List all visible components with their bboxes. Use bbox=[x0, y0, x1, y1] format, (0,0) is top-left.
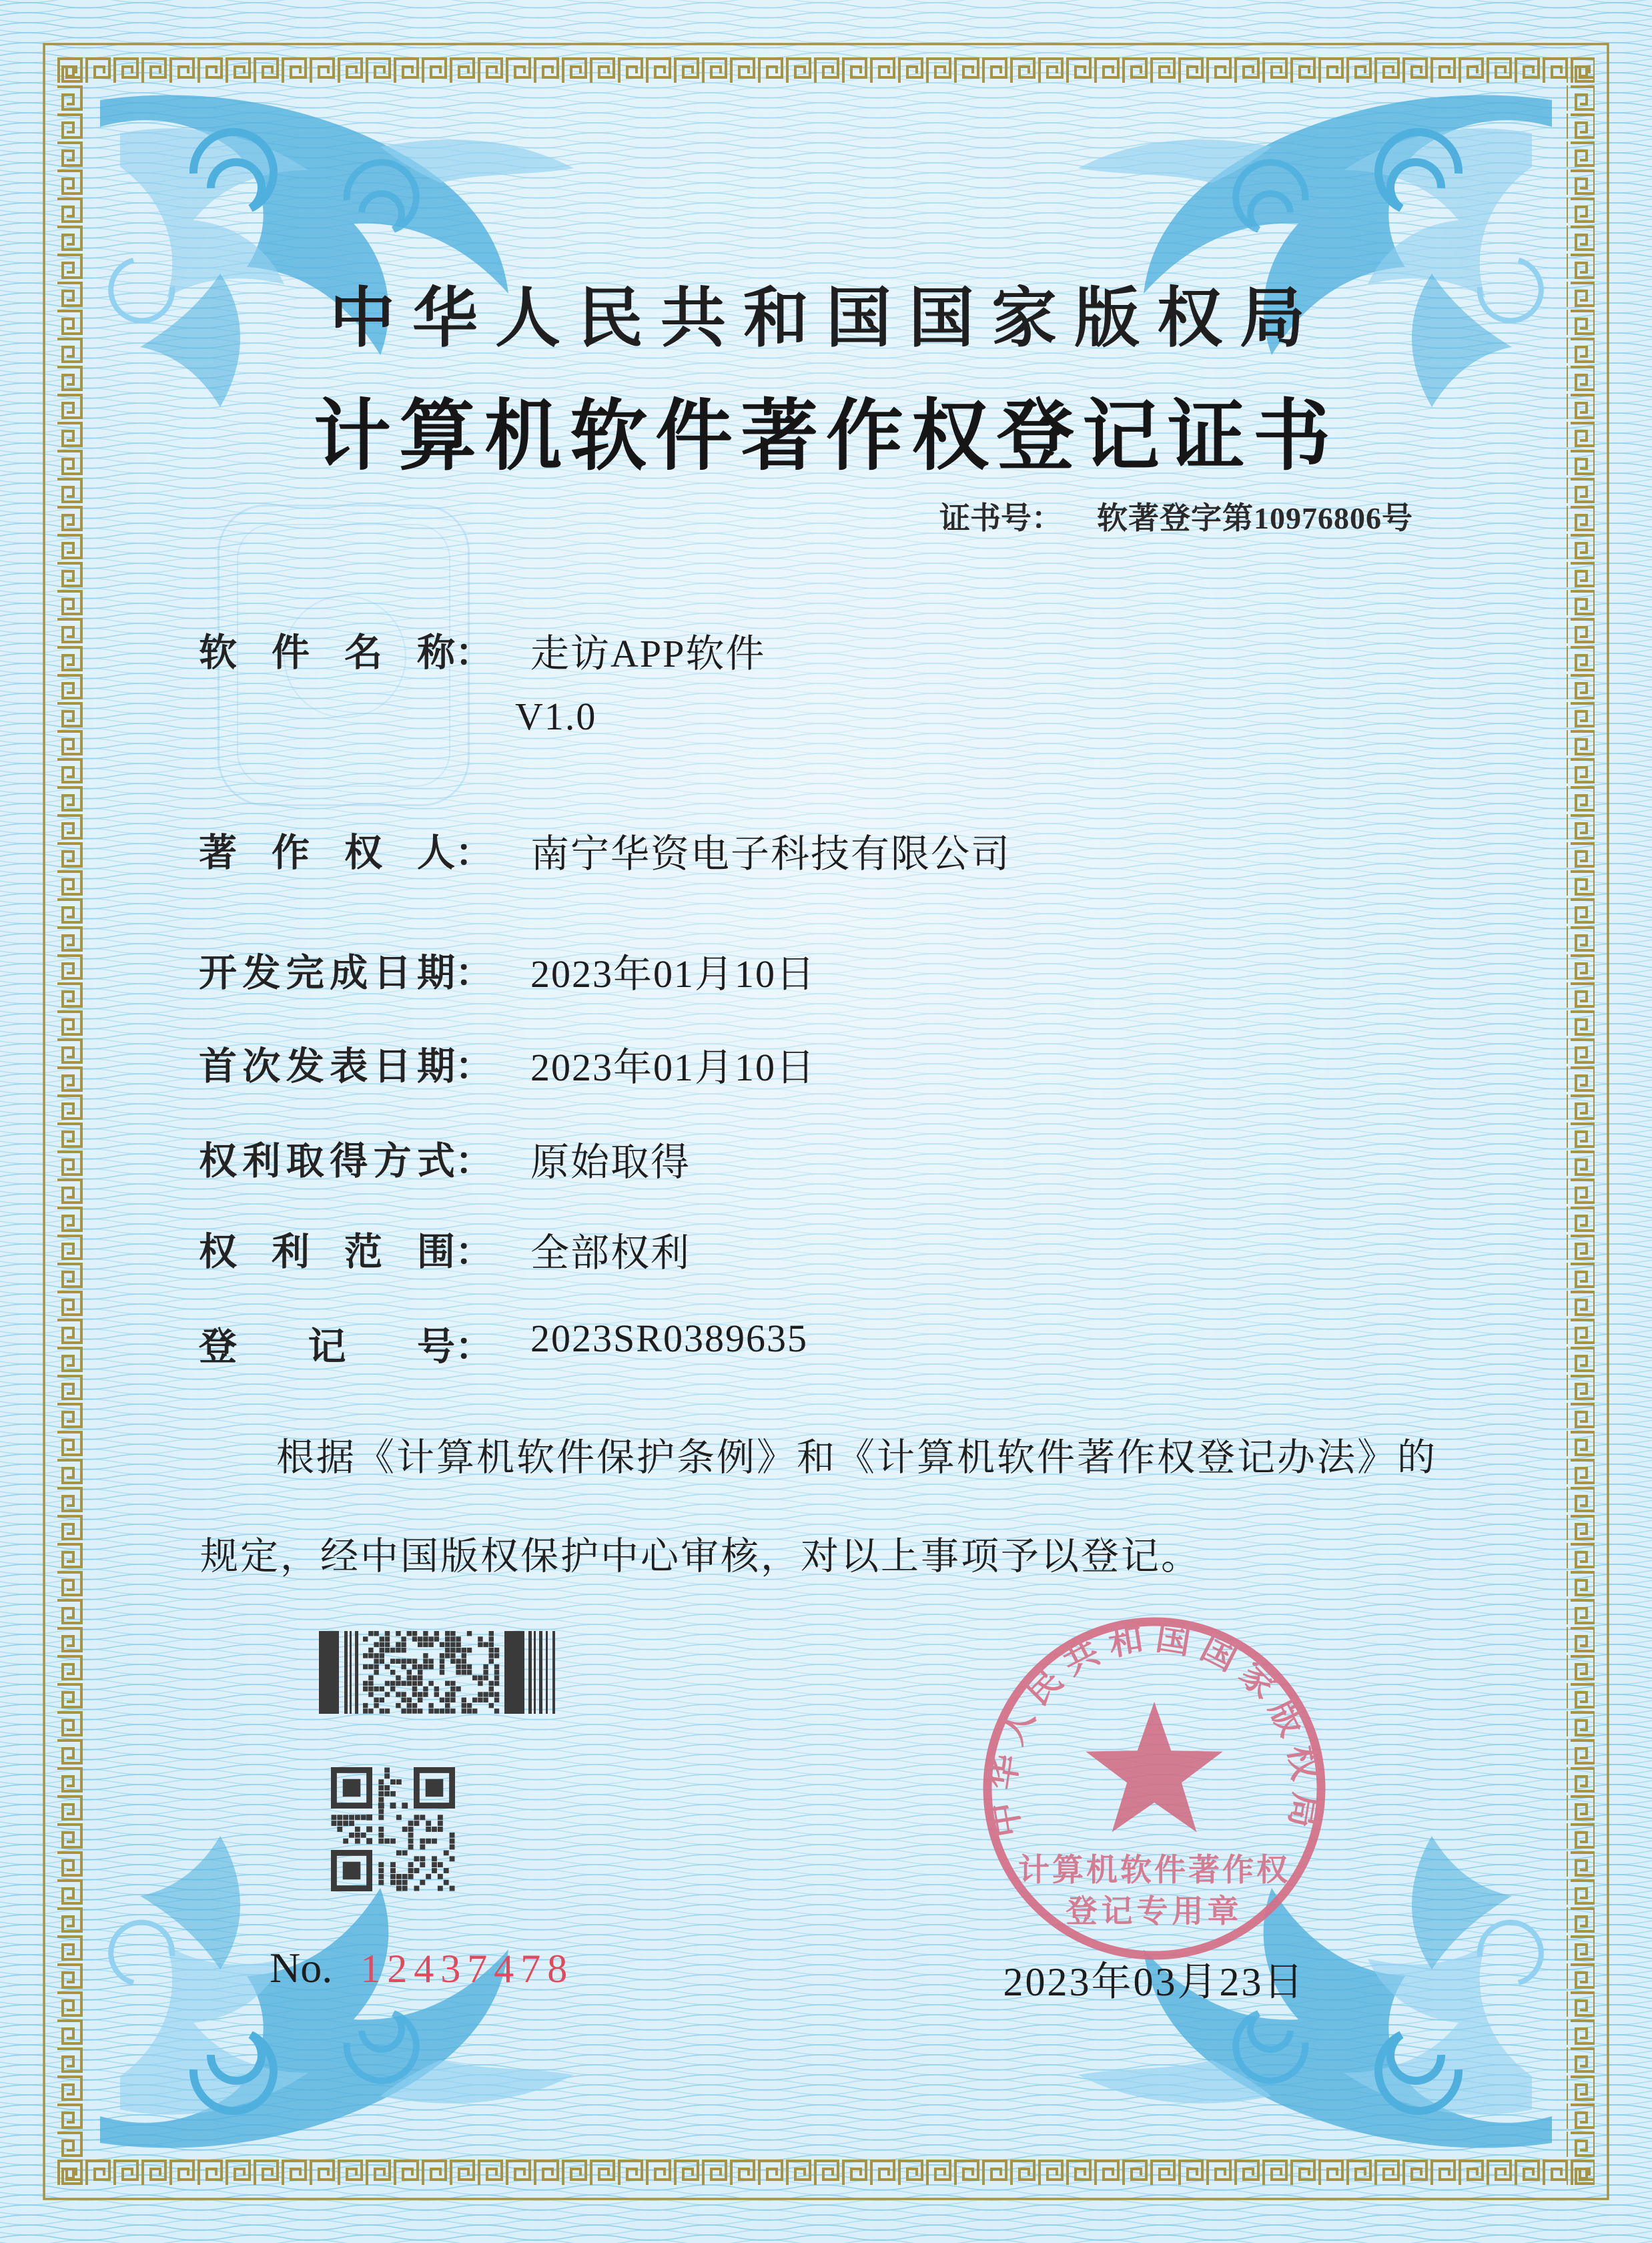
issuing-authority-title: 中华人民共和国国家版权局 bbox=[329, 283, 1322, 355]
seal-ring-text: 中华人民共和国国家版权局 bbox=[983, 1618, 1326, 1840]
copyright-owner-value: 南宁华资电子科技有限公司 bbox=[530, 832, 1011, 876]
dev-complete-date-value: 2023年01月10日 bbox=[530, 952, 817, 996]
field-software-name bbox=[199, 622, 765, 678]
registration-no-label: 登记号 bbox=[199, 1326, 455, 1368]
field-registration-no bbox=[199, 1316, 808, 1371]
corner-ornament-top-left bbox=[100, 95, 574, 407]
certificate-number-label: 证书号： bbox=[939, 501, 1062, 535]
corner-ornament-top-right bbox=[1078, 95, 1552, 407]
serial-number-value: 12437478 bbox=[360, 1947, 574, 1991]
serial-number-line bbox=[270, 1943, 574, 1993]
rights-acquisition-value: 原始取得 bbox=[530, 1141, 691, 1184]
rights-acquisition-colon: ： bbox=[455, 1141, 493, 1183]
barcode bbox=[319, 1628, 558, 1716]
dev-complete-date-label: 开发完成日期 bbox=[199, 952, 455, 994]
software-name-colon: ： bbox=[455, 632, 493, 674]
field-rights-acquisition bbox=[199, 1131, 691, 1187]
outer-frame-line bbox=[44, 44, 1608, 2199]
first-publish-date-value: 2023年01月10日 bbox=[530, 1046, 817, 1089]
registration-no-value: 2023SR0389635 bbox=[530, 1317, 808, 1360]
field-dev-complete-date bbox=[199, 942, 816, 998]
first-publish-date-colon: ： bbox=[455, 1046, 493, 1088]
copyright-owner-colon: ： bbox=[455, 832, 493, 874]
seal-text-line1: 计算机软件著作权 bbox=[1018, 1853, 1290, 1888]
qr-code bbox=[331, 1767, 455, 1891]
official-seal bbox=[967, 1602, 1341, 1975]
registration-no-colon: ： bbox=[455, 1326, 493, 1368]
software-version-value: V1.0 bbox=[515, 695, 597, 738]
red-star-icon bbox=[1086, 1702, 1222, 1832]
seal-text-line2: 登记专用章 bbox=[1066, 1895, 1243, 1929]
dev-complete-date-colon: ： bbox=[455, 952, 493, 994]
field-copyright-owner bbox=[199, 822, 1011, 878]
certificate-number-value: 软著登字第10976806号 bbox=[1097, 501, 1413, 535]
serial-number-label: No. bbox=[270, 1944, 333, 1991]
rights-scope-label: 权利范围 bbox=[199, 1231, 455, 1273]
software-name-label: 软件名称 bbox=[199, 632, 455, 674]
rights-scope-value: 全部权利 bbox=[530, 1231, 691, 1275]
certificate-title: 计算机软件著作权登记证书 bbox=[314, 394, 1338, 480]
first-publish-date-label: 首次发表日期 bbox=[199, 1046, 455, 1088]
statement-line-2: 规定，经中国版权保护中心审核，对以上事项予以登记。 bbox=[200, 1536, 1201, 1578]
issue-date: 2023年03月23日 bbox=[1003, 1960, 1306, 2004]
field-rights-scope bbox=[199, 1221, 691, 1277]
field-first-publish-date bbox=[199, 1036, 816, 1092]
software-name-value: 走访APP软件 bbox=[530, 632, 766, 675]
copyright-owner-label: 著作权人 bbox=[199, 832, 455, 874]
certificate-number-line bbox=[939, 494, 1413, 538]
greek-key-bottom bbox=[57, 2158, 1595, 2186]
statement-line-1: 根据《计算机软件保护条例》和《计算机软件著作权登记办法》的 bbox=[276, 1437, 1437, 1479]
rights-acquisition-label: 权利取得方式 bbox=[199, 1141, 455, 1183]
rights-scope-colon: ： bbox=[455, 1231, 493, 1273]
greek-key-top bbox=[57, 57, 1595, 85]
